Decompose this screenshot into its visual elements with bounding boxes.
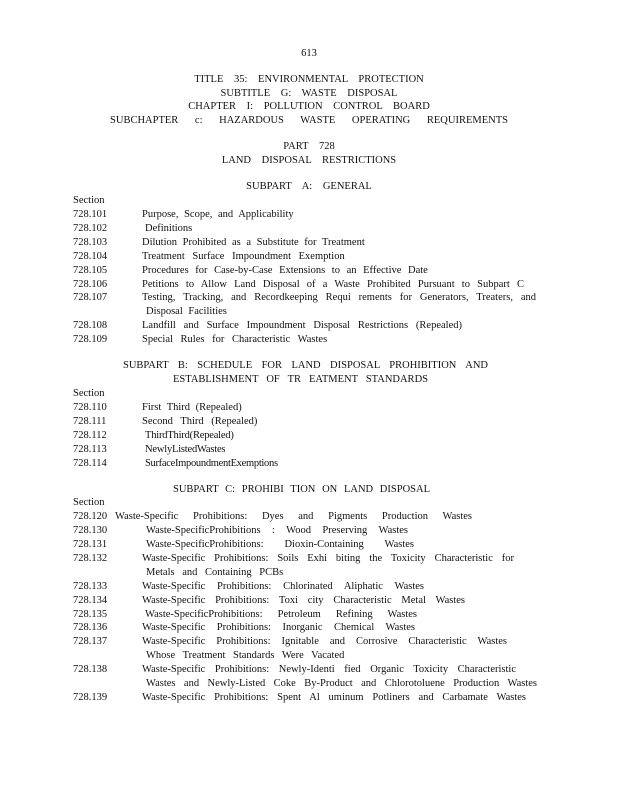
section-number: 728.101 (73, 209, 108, 220)
section-title: Waste-SpecificProhibitions: Petroleum Refining Wastes (145, 609, 417, 620)
section-title: Second Third (Repealed) (142, 416, 258, 427)
section-title-continued: Whose Treatment Standards Were Vacated (146, 650, 345, 661)
page-number: 613 (301, 48, 317, 59)
section-number: 728.105 (73, 265, 108, 276)
title-heading: TITLE 35: ENVIRONMENTAL PROTECTION (194, 74, 424, 85)
subpart-b-section-label: Section (73, 388, 105, 399)
section-title: Waste-Specific Prohibitions: Inorganic Chemical Wastes (142, 622, 415, 633)
chapter-heading: CHAPTER I: POLLUTION CONTROL BOARD (188, 101, 430, 112)
section-number: 728.139 (73, 692, 108, 703)
section-title: Treatment Surface Impoundment Exemption (142, 251, 345, 262)
section-title: Waste-Specific Prohibitions: Toxi city Characteristic Metal Wastes (142, 595, 465, 606)
section-number: 728.110 (73, 402, 107, 413)
subpart-c-section-label: Section (73, 497, 105, 508)
subpart-b-heading: SUBPART B: SCHEDULE FOR LAND DISPOSAL PROHIBITION AND (123, 360, 488, 371)
section-number: 728.136 (73, 622, 108, 633)
section-title: Waste-Specific Prohibitions: Chlorinated Aliphatic Wastes (142, 581, 424, 592)
section-number: 728.114 (73, 458, 107, 469)
section-number: 728.113 (73, 444, 107, 455)
section-title: Purpose, Scope, and Applicability (142, 209, 294, 220)
part-name: LAND DISPOSAL RESTRICTIONS (221, 155, 397, 166)
subpart-a-heading: SUBPART A: GENERAL (246, 181, 372, 192)
section-title: Waste-Specific Prohibitions: Newly-Identi fied Organic Toxicity Characteristic (142, 664, 516, 675)
section-number: 728.102 (73, 223, 108, 234)
section-title: Landfill and Surface Impoundment Disposal Restrictions (Repealed) (142, 320, 462, 331)
section-title: Petitions to Allow Land Disposal of a Waste Prohibited Pursuant to Subpart C (142, 279, 524, 290)
section-title: SurfaceImpoundmentExemptions (145, 458, 278, 469)
section-title: Definitions (145, 223, 193, 234)
section-title: Special Rules for Characteristic Wastes (142, 334, 328, 345)
subpart-b-heading-continued: ESTABLISHMENT OF TR EATMENT STANDARDS (173, 374, 428, 385)
section-number: 728.132 (73, 553, 108, 564)
section-title: Waste-Specific Prohibitions: Soils Exhi biting the Toxicity Characteristic for (142, 553, 514, 564)
section-number: 728.133 (73, 581, 108, 592)
section-number: 728.108 (73, 320, 108, 331)
section-title: Waste-SpecificProhibitions: Dioxin-Containing Wastes (146, 539, 414, 550)
section-number: 728.135 (73, 609, 108, 620)
subpart-a-section-label: Section (73, 195, 105, 206)
section-number: 728.112 (73, 430, 107, 441)
section-title: Waste-Specific Prohibitions: Spent Al uminum Potliners and Carbamate Wastes (142, 692, 526, 703)
section-title-continued: Disposal Facilities (146, 306, 227, 317)
subtitle-heading: SUBTITLE G: WASTE DISPOSAL (220, 88, 398, 99)
section-number: 728.131 (73, 539, 108, 550)
section-title: First Third (Repealed) (142, 402, 242, 413)
section-number: 728.138 (73, 664, 108, 675)
section-title: Waste-SpecificProhibitions : Wood Preserving Wastes (146, 525, 408, 536)
section-number: 728.109 (73, 334, 108, 345)
section-number: 728.137 (73, 636, 108, 647)
section-title-continued: Metals and Containing PCBs (146, 567, 284, 578)
section-number: 728.106 (73, 279, 108, 290)
section-number: 728.111 (73, 416, 107, 427)
section-title: Testing, Tracking, and Recordkeeping Requi rements for Generators, Treaters, and (142, 292, 536, 303)
subchapter-heading: SUBCHAPTER c: HAZARDOUS WASTE OPERATING REQUIREMENTS (110, 115, 508, 126)
section-title: Waste-Specific Prohibitions: Ignitable and Corrosive Characteristic Wastes (142, 636, 507, 647)
section-title-continued: Wastes and Newly-Listed Coke By-Product and Chlorotoluene Production Wastes (146, 678, 537, 689)
section-number: 728.120 (73, 511, 108, 522)
section-number: 728.104 (73, 251, 108, 262)
section-title: ThirdThird(Repealed) (145, 430, 234, 441)
section-number: 728.107 (73, 292, 108, 303)
section-number: 728.134 (73, 595, 108, 606)
section-number: 728.130 (73, 525, 108, 536)
subpart-c-heading: SUBPART C: PROHIBI TION ON LAND DISPOSAL (173, 484, 430, 495)
section-number: 728.103 (73, 237, 108, 248)
section-title: NewlyListedWastes (145, 444, 226, 455)
section-title: Procedures for Case-by-Case Extensions to an Effective Date (142, 265, 428, 276)
section-title: Waste-Specific Prohibitions: Dyes and Pigments Production Wastes (115, 511, 472, 522)
part-number: PART 728 (283, 141, 335, 152)
section-title: Dilution Prohibited as a Substitute for Treatment (142, 237, 365, 248)
